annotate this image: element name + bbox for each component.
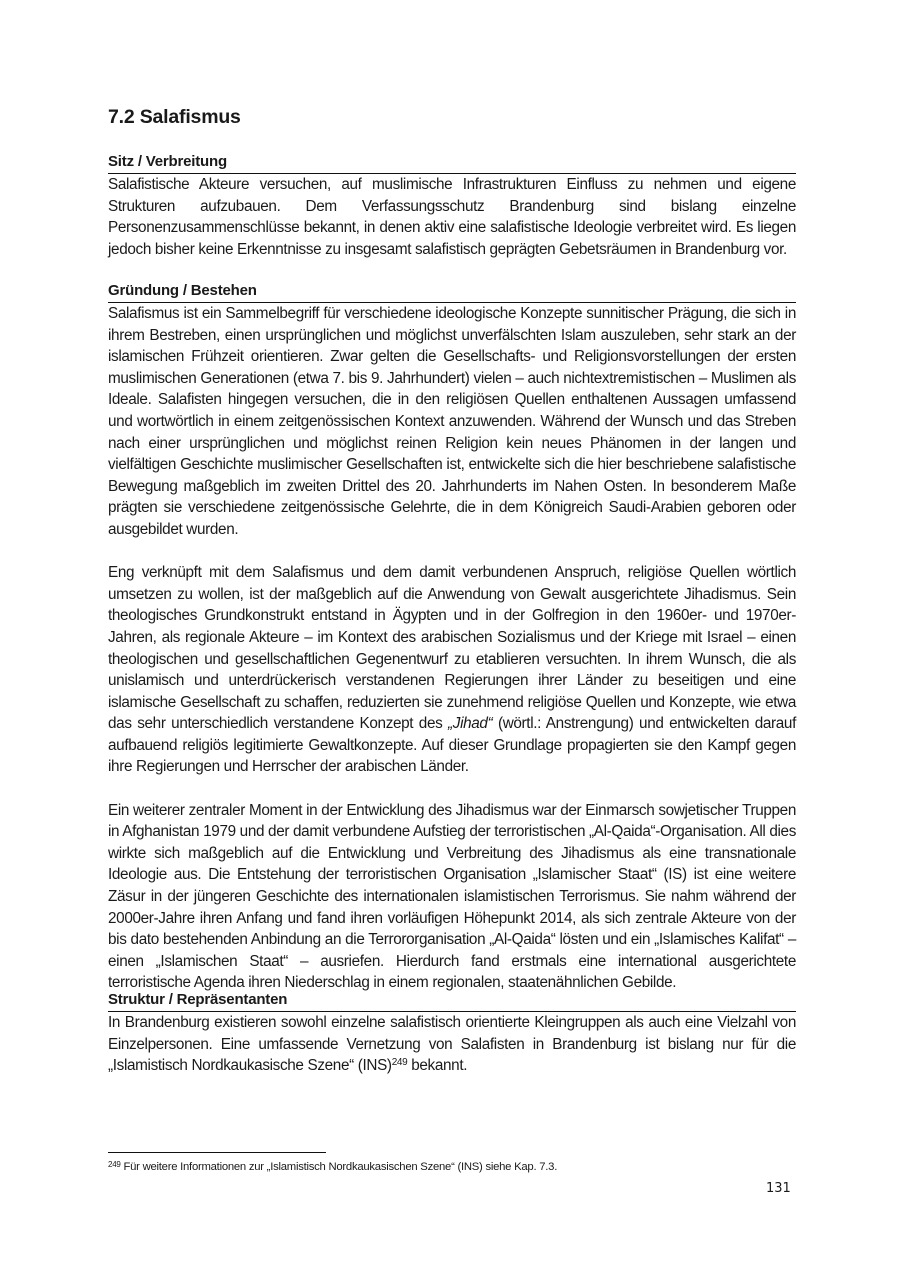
jihad-term: „Jihad“ [448,715,493,733]
paragraph-text: In Brandenburg existieren sowohl einzelne salafistisch orientierte Kleingruppen als auch eine Vielzahl von Einzelpersonen. Eine umfassende Vernetzung von Salafisten in Brandenburg ist bislang nur für die „Islamistisch Nordkaukasische Szene“ (INS) [108,1014,796,1075]
body-paragraph: Salafistische Akteure versuchen, auf muslimische Infrastrukturen Einfluss zu nehmen und eigene Strukturen aufzubauen. Dem Verfassungsschutz Brandenburg sind bislang einzelne Personenzusammenschlüsse bekannt, in denen aktiv eine salafistische Ideologie verbreitet wird. Es liegen jedoch bisher keine Erkenntnisse zu insgesamt salafistisch geprägten Gebetsräumen in Brandenburg vor. [108,176,796,258]
subsection-title: Struktur / Repräsentanten [108,990,796,1012]
body-paragraph [108,1012,796,1077]
paragraph-text: (wörtl.: Anstrengung) und entwickelten darauf aufbauend religiös legitimierte Gewaltkonzepte. Auf dieser Grundlage propagierten sie den Kampf gegen ihre Regierungen und Herrscher der arabischen Länder. [108,715,796,776]
subsection-title: Gründung / Bestehen [108,281,796,303]
section-gruendung-bestehen [108,281,796,994]
section-sitz-verbreitung [108,152,796,260]
footnote-text: Für weitere Informationen zur „Islamistisch Nordkaukasischen Szene“ (INS) siehe Kap. 7.3. [120,1161,558,1173]
footnote-reference[interactable]: 249 [391,1057,408,1069]
paragraph-text: Eng verknüpft mit dem Salafismus und dem damit verbundenen Anspruch, religiöse Quellen wörtlich umsetzen zu wollen, ist der maßgeblich auf die Anwendung von Gewalt ausgerichtete Jihadismus. Sein theologisches Grundkonstrukt entstand in Ägypten und in der Golfregion in den 1960er- und 1970er-Jahren, als regionale Akteure – im Kontext des arabischen Sozialismus und der Kriege mit Israel – einen theologischen und gesellschaftlichen Gegenentwurf zu etablieren versuchten. In ihrem Wunsch, die als unislamisch und unterdrückerisch verstandenen Regierungen ihrer Länder zu beseitigen und eine islamische Gesellschaft zu schaffen, reduzierten sie zunehmend religiöse Quellen und Konzepte, wie etwa das sehr unterschiedlich verstandene Konzept des [108,564,796,733]
body-paragraph: Salafismus ist ein Sammelbegriff für verschiedene ideologische Konzepte sunnitischer Prägung, die sich in ihrem Bestreben, einen ursprünglichen und möglichst unverfälschten Islam auszuleben, sehr stark an der islamischen Frühzeit orientieren. Zwar gelten die Gesellschafts- und Religionsvorstellungen der ersten muslimischen Generationen (etwa 7. bis 9. Jahrhundert) vielen – auch nichtextremistischen – Muslimen als Ideale. Salafisten hingegen versuchen, die in den religiösen Quellen enthaltenen Aussagen umfassend und wortwörtlich in einem zeitgenössischen Kontext anzuwenden. Während der Wunsch und das Streben nach einer ursprünglichen und möglichst reinen Religion kein neues Phänomen in der langen und vielfältigen Geschichte muslimischer Gesellschaften ist, entwickelte sich die hier beschriebene salafistische Bewegung maßgeblich im zweiten Drittel des 20. Jahrhunderts im Nahen Osten. In besonderem Maße prägten sie verschiedene zeitgenössische Gelehrte, die in dem Königreich Saudi-Arabien geboren oder ausgebildet wurden. [108,305,796,538]
footnote-number: 249 [108,1160,121,1169]
footnote [108,1161,557,1173]
body-paragraph: Ein weiterer zentraler Moment in der Entwicklung des Jihadismus war der Einmarsch sowjetischer Truppen in Afghanistan 1979 und der damit verbundene Aufstieg der terroristischen „Al-Qaida“-Organisation. All dies wirkte sich maßgeblich auf die Entwicklung und Verbreitung des Jihadismus als eine transnationale Ideologie aus. Die Entstehung der terroristischen Organisation „Islamischer Staat“ (IS) ist eine weitere Zäsur in der jüngeren Geschichte des internationalen islamistischen Terrorismus. Sie nahm während der 2000er-Jahre ihren Anfang und fand ihren vorläufigen Höhepunkt 2014, als sich zentrale Akteure von der bis dato bestehenden Anbindung an die Terrororganisation „Al-Qaida“ lösten und ein „Islamisches Kalifat“ – einen „Islamischen Staat“ – ausriefen. Hierdurch fand erstmals eine international ausgerichtete terroristische Agenda ihren Niederschlag in einem regionalen, staatenähnlichen Gebilde. [108,801,796,992]
subsection-title: Sitz / Verbreitung [108,152,796,174]
section-heading: 7.2 Salafismus [108,106,241,128]
body-paragraph-jihad [108,562,796,778]
page-number: 131 [766,1181,791,1196]
section-struktur-repraesentanten [108,990,796,1077]
paragraph-text: bekannt. [407,1057,468,1075]
footnote-divider [108,1152,326,1153]
